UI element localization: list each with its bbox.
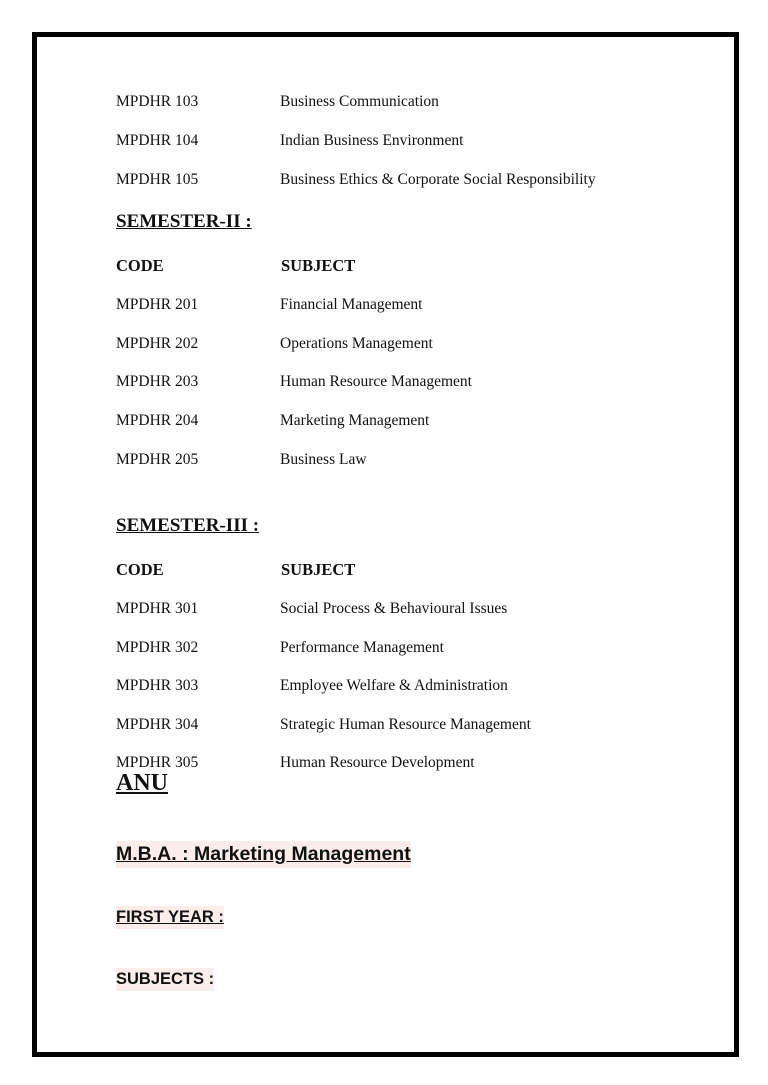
- semester-2-heading: SEMESTER-II :: [116, 211, 252, 232]
- course-code: MPDHR 305: [116, 754, 199, 771]
- course-subject: Employee Welfare & Administration: [280, 677, 508, 694]
- course-subject: Business Communication: [280, 93, 439, 110]
- course-code: MPDHR 201: [116, 296, 199, 313]
- course-code: MPDHR 202: [116, 335, 199, 352]
- subject-header: SUBJECT: [281, 256, 356, 275]
- code-header: CODE: [116, 256, 164, 275]
- course-code: MPDHR 204: [116, 412, 199, 429]
- course-subject: Operations Management: [280, 335, 433, 352]
- course-code: MPDHR 303: [116, 677, 199, 694]
- course-subject: Social Process & Behavioural Issues: [280, 600, 508, 617]
- course-code: MPDHR 302: [116, 639, 199, 656]
- course-code: MPDHR 205: [116, 451, 199, 468]
- course-code: MPDHR 203: [116, 373, 199, 390]
- year-heading: FIRST YEAR :: [116, 906, 224, 929]
- course-subject: Financial Management: [280, 296, 423, 313]
- code-header: CODE: [116, 560, 164, 579]
- course-subject: Marketing Management: [280, 412, 430, 429]
- course-code: MPDHR 304: [116, 716, 199, 733]
- subjects-heading: SUBJECTS :: [116, 968, 214, 991]
- course-code: MPDHR 301: [116, 600, 199, 617]
- university-heading: ANU: [116, 770, 168, 796]
- course-subject: Business Law: [280, 451, 367, 468]
- subject-header: SUBJECT: [281, 560, 356, 579]
- program-title: M.B.A. : Marketing Management: [116, 841, 411, 868]
- course-code: MPDHR 105: [116, 171, 199, 188]
- course-code: MPDHR 104: [116, 132, 199, 149]
- course-subject: Business Ethics & Corporate Social Responsibility: [280, 171, 596, 188]
- course-code: MPDHR 103: [116, 93, 199, 110]
- course-subject: Human Resource Management: [280, 373, 472, 390]
- course-subject: Indian Business Environment: [280, 132, 464, 149]
- semester-3-heading: SEMESTER-III :: [116, 515, 260, 536]
- course-subject: Strategic Human Resource Management: [280, 716, 531, 733]
- course-subject: Performance Management: [280, 639, 444, 656]
- course-subject: Human Resource Development: [280, 754, 475, 771]
